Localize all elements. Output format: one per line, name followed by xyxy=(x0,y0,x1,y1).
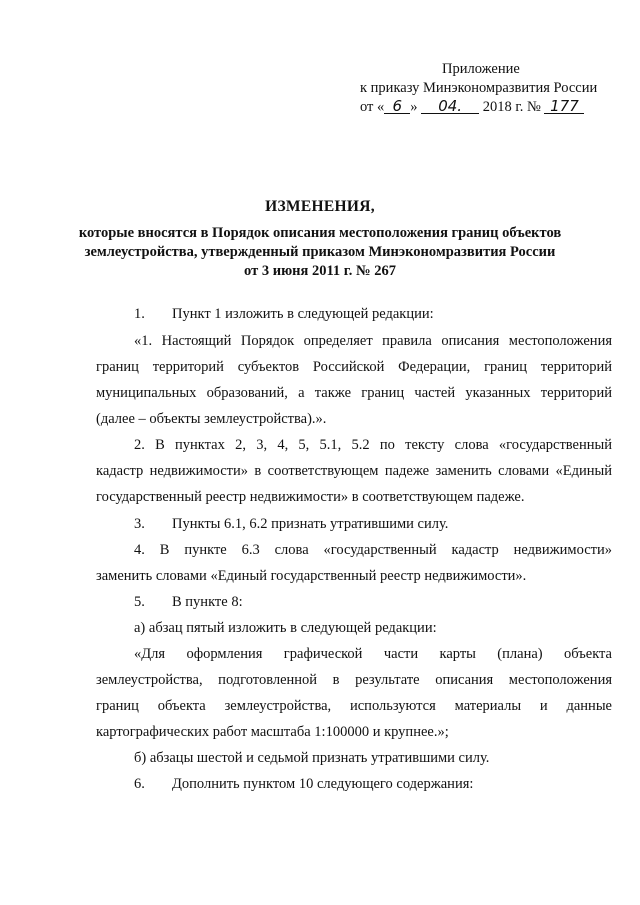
subheading-line-2: землеустройства, утвержденный приказом Минэкономразвития России xyxy=(84,244,556,260)
handwritten-day: 6 xyxy=(384,99,410,114)
item-6: 6. Дополнить пунктом 10 следующего содержания: xyxy=(134,776,474,792)
item-2-line-2: кадастр недвижимости» в соответствующем падеже заменить словами «Единый xyxy=(96,463,612,479)
quote-2-line-2: землеустройства, подготовленной в результате описания местоположения xyxy=(96,672,612,688)
subitem-b: б) абзацы шестой и седьмой признать утратившими силу. xyxy=(134,750,490,766)
item-1: 1. Пункт 1 изложить в следующей редакции: xyxy=(134,306,434,322)
quote-1-line-4: (далее – объекты землеустройства).». xyxy=(96,411,327,427)
item-2-line-1: 2. В пунктах 2, 3, 4, 5, 5.1, 5.2 по тексту слова «государственный xyxy=(134,437,613,453)
item-5: 5. В пункте 8: xyxy=(134,594,243,610)
date-prefix: от « xyxy=(360,99,385,115)
quote-1-line-1: «1. Настоящий Порядок определяет правила описания местоположения xyxy=(134,333,612,349)
annex-date-line xyxy=(360,98,610,117)
item-4-line-2: заменить словами «Единый государственный реестр недвижимости». xyxy=(96,568,527,584)
subheading-line-1: которые вносятся в Порядок описания местоположения границ объектов xyxy=(78,225,562,241)
quote-2-line-4: картографических работ масштаба 1:100000 и крупнее.»; xyxy=(96,724,449,740)
item-2-line-3: государственный реестр недвижимости» в соответствующем падеже. xyxy=(96,489,525,505)
date-quote-close: » xyxy=(410,99,418,115)
document-subheading xyxy=(0,224,640,281)
handwritten-number: 177 xyxy=(544,99,584,114)
annex-block xyxy=(360,60,610,117)
annex-title: Приложение xyxy=(442,61,520,77)
item-4-line-1: 4. В пункте 6.3 слова «государственный кадастр недвижимости» xyxy=(134,542,612,558)
quote-2-line-3: границ объекта землеустройства, используются материалы и данные xyxy=(96,698,612,714)
subitem-a: а) абзац пятый изложить в следующей редакции: xyxy=(134,620,437,636)
item-3: 3. Пункты 6.1, 6.2 признать утратившими силу. xyxy=(134,516,449,532)
date-year: 2018 г. № xyxy=(482,99,541,115)
handwritten-month: 04. xyxy=(421,99,479,114)
quote-2-line-1: «Для оформления графической части карты (плана) объекта xyxy=(134,646,612,662)
subheading-line-3: от 3 июня 2011 г. № 267 xyxy=(244,263,396,279)
quote-1-line-2: границ территорий субъектов Российской Федерации, границ территорий xyxy=(96,359,612,375)
document-heading: ИЗМЕНЕНИЯ, xyxy=(265,198,375,215)
annex-order-line: к приказу Минэкономразвития России xyxy=(360,80,598,96)
quote-1-line-3: муниципальных образований, а также границ частей указанных территорий xyxy=(96,385,612,401)
